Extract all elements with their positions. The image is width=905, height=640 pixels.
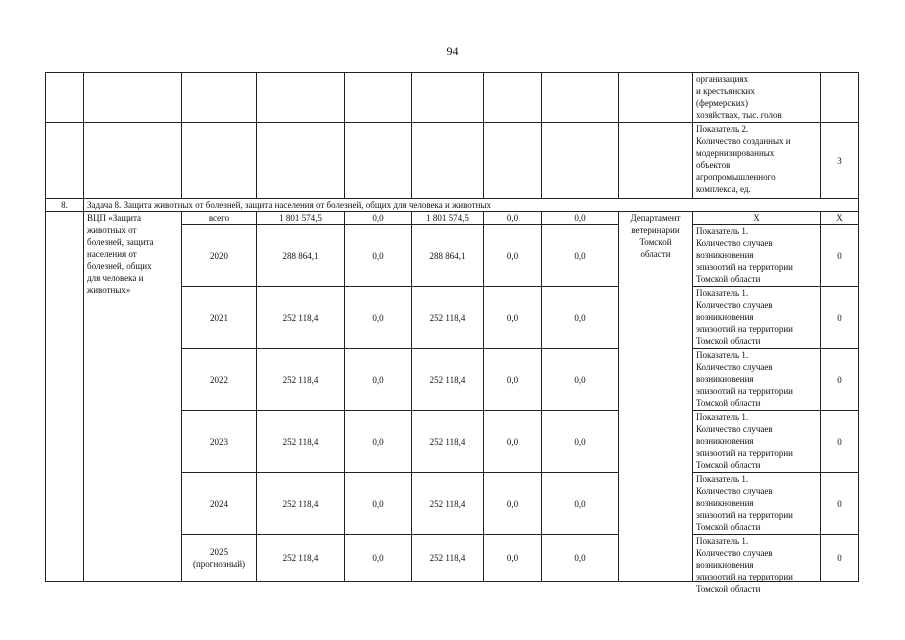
department-cell: [619, 212, 693, 582]
other-cell: 0,0: [542, 411, 619, 473]
budget-table: [45, 72, 859, 594]
indicator-value: 0: [821, 411, 859, 473]
indicator-line: возникновения: [696, 498, 754, 508]
department-line: области: [640, 249, 671, 259]
total-cell: 252 118,4: [257, 535, 345, 582]
year-cell: [182, 411, 257, 473]
indicator-value: 0: [821, 225, 859, 287]
empty-cell: [619, 73, 693, 123]
indicator-line: Количество случаев: [696, 238, 773, 248]
year-cell: [182, 349, 257, 411]
period-cell: всего: [182, 212, 257, 225]
indicator-line: модернизированных: [696, 148, 775, 158]
indicator-line: Томской области: [696, 584, 761, 594]
empty-cell: [46, 212, 84, 582]
indicator-line: агропромышленного: [696, 172, 776, 182]
local-cell: 0,0: [484, 287, 542, 349]
table-row: [46, 123, 859, 199]
empty-cell: [821, 73, 859, 123]
year-label: 2025: [210, 547, 228, 557]
indicator-line: объектов: [696, 160, 731, 170]
indicator-line: эпизоотий на территории: [696, 448, 793, 458]
indicator-value: 0: [821, 473, 859, 535]
empty-cell: [412, 123, 484, 199]
empty-cell: [257, 123, 345, 199]
department-line: Томской: [639, 237, 672, 247]
indicator-line: Количество случаев: [696, 424, 773, 434]
empty-cell: [542, 123, 619, 199]
program-name-line: для человека и: [87, 273, 144, 283]
indicator-line: возникновения: [696, 560, 754, 570]
indicator-line: и крестьянских: [696, 86, 755, 96]
indicator-value: Х: [821, 212, 859, 225]
year-label: 2023: [210, 436, 228, 447]
total-cell: 288 864,1: [257, 225, 345, 287]
indicator-line: Показатель 1.: [696, 226, 749, 236]
task-title: Задача 8. Защита животных от болезней, защита населения от болезней, общих для человека и животных: [84, 199, 859, 212]
indicator-value: 3: [821, 123, 859, 199]
empty-cell: [46, 73, 84, 123]
indicator-cell: Х: [693, 212, 821, 225]
empty-cell: [619, 123, 693, 199]
total-cell: 252 118,4: [257, 287, 345, 349]
indicator-cell: [693, 349, 821, 411]
other-cell: 0,0: [542, 473, 619, 535]
indicator-line: Количество созданных и: [696, 136, 791, 146]
program-name-line: болезней, общих: [87, 261, 152, 271]
year-cell: [182, 287, 257, 349]
year-cell: [182, 473, 257, 535]
empty-cell: [345, 123, 412, 199]
indicator-line: Показатель 1.: [696, 412, 749, 422]
indicator-line: Количество случаев: [696, 362, 773, 372]
local-cell: 0,0: [484, 473, 542, 535]
federal-cell: 0,0: [345, 225, 412, 287]
task-number: 8.: [46, 199, 84, 212]
indicator-line: эпизоотий на территории: [696, 510, 793, 520]
program-name-line: ВЦП «Защита: [87, 213, 142, 223]
indicator-line: хозяйствах, тыс. голов: [696, 110, 782, 120]
indicator-line: возникновения: [696, 250, 754, 260]
year-label: 2022: [210, 374, 228, 385]
regional-cell: 252 118,4: [412, 535, 484, 582]
indicator-line: Показатель 1.: [696, 350, 749, 360]
regional-cell: 288 864,1: [412, 225, 484, 287]
other-cell: 0,0: [542, 212, 619, 225]
total-cell: 252 118,4: [257, 411, 345, 473]
total-cell: 252 118,4: [257, 349, 345, 411]
federal-cell: 0,0: [345, 287, 412, 349]
federal-cell: 0,0: [345, 212, 412, 225]
indicator-line: возникновения: [696, 312, 754, 322]
year-label: 2024: [210, 498, 228, 509]
indicator-line: Томской области: [696, 460, 761, 470]
indicator-line: Томской области: [696, 398, 761, 408]
program-name-line: болезней, защита: [87, 237, 154, 247]
indicator-line: Томской области: [696, 274, 761, 284]
indicator-line: Показатель 1.: [696, 474, 749, 484]
indicator-line: эпизоотий на территории: [696, 386, 793, 396]
indicator-line: Томской области: [696, 336, 761, 346]
year-cell: [182, 535, 257, 582]
empty-cell: [484, 73, 542, 123]
indicator-line: эпизоотий на территории: [696, 262, 793, 272]
regional-cell: 252 118,4: [412, 473, 484, 535]
indicator-line: Томской области: [696, 522, 761, 532]
federal-cell: 0,0: [345, 411, 412, 473]
indicator-value: 0: [821, 349, 859, 411]
regional-cell: 252 118,4: [412, 411, 484, 473]
total-cell: 1 801 574,5: [257, 212, 345, 225]
program-name-line: населения от: [87, 249, 137, 259]
other-cell: 0,0: [542, 535, 619, 582]
indicator-line: Показатель 1.: [696, 288, 749, 298]
empty-cell: [84, 123, 182, 199]
empty-cell: [182, 73, 257, 123]
empty-cell: [412, 73, 484, 123]
indicator-cell: [693, 73, 821, 123]
empty-cell: [345, 73, 412, 123]
indicator-line: эпизоотий на территории: [696, 572, 793, 582]
page-number: 94: [446, 44, 459, 58]
local-cell: 0,0: [484, 411, 542, 473]
regional-cell: 252 118,4: [412, 287, 484, 349]
table-body: [46, 73, 859, 594]
indicator-line: комплекса, ед.: [696, 184, 751, 194]
year-label: 2020: [210, 250, 228, 261]
other-cell: 0,0: [542, 349, 619, 411]
department-line: Департамент: [630, 213, 681, 223]
indicator-cell: [693, 123, 821, 199]
indicator-line: эпизоотий на территории: [696, 324, 793, 334]
task-row: [46, 199, 859, 212]
federal-cell: 0,0: [345, 535, 412, 582]
federal-cell: 0,0: [345, 349, 412, 411]
indicator-value: 0: [821, 535, 859, 582]
year-label: 2021: [210, 312, 228, 323]
regional-cell: 1 801 574,5: [412, 212, 484, 225]
empty-cell: [46, 123, 84, 199]
other-cell: 0,0: [542, 287, 619, 349]
indicator-cell: [693, 411, 821, 473]
local-cell: 0,0: [484, 535, 542, 582]
indicator-line: возникновения: [696, 374, 754, 384]
department-line: ветеринарии: [631, 225, 680, 235]
program-name-line: животных»: [87, 285, 131, 295]
federal-cell: 0,0: [345, 473, 412, 535]
empty-cell: [84, 73, 182, 123]
program-name-line: животных от: [87, 225, 137, 235]
table-row: [46, 73, 859, 123]
total-cell: 252 118,4: [257, 473, 345, 535]
other-cell: 0,0: [542, 225, 619, 287]
empty-cell: [542, 73, 619, 123]
indicator-line: (фермерских): [696, 98, 749, 108]
local-cell: 0,0: [484, 225, 542, 287]
indicator-line: Количество случаев: [696, 486, 773, 496]
indicator-line: Количество случаев: [696, 300, 773, 310]
empty-cell: [257, 73, 345, 123]
regional-cell: 252 118,4: [412, 349, 484, 411]
indicator-cell: [693, 287, 821, 349]
indicator-value: 0: [821, 287, 859, 349]
indicator-line: Количество случаев: [696, 548, 773, 558]
indicator-cell: [693, 225, 821, 287]
program-name: [84, 212, 182, 582]
table-row: [46, 212, 859, 225]
year-note: (прогнозный): [192, 559, 246, 569]
year-cell: [182, 225, 257, 287]
indicator-line: Показатель 2.: [696, 124, 749, 134]
indicator-cell: [693, 473, 821, 535]
indicator-line: Показатель 1.: [696, 536, 749, 546]
local-cell: 0,0: [484, 212, 542, 225]
empty-cell: [182, 123, 257, 199]
indicator-cell: [693, 535, 821, 594]
local-cell: 0,0: [484, 349, 542, 411]
empty-cell: [484, 123, 542, 199]
indicator-line: организациях: [696, 74, 749, 84]
indicator-line: возникновения: [696, 436, 754, 446]
